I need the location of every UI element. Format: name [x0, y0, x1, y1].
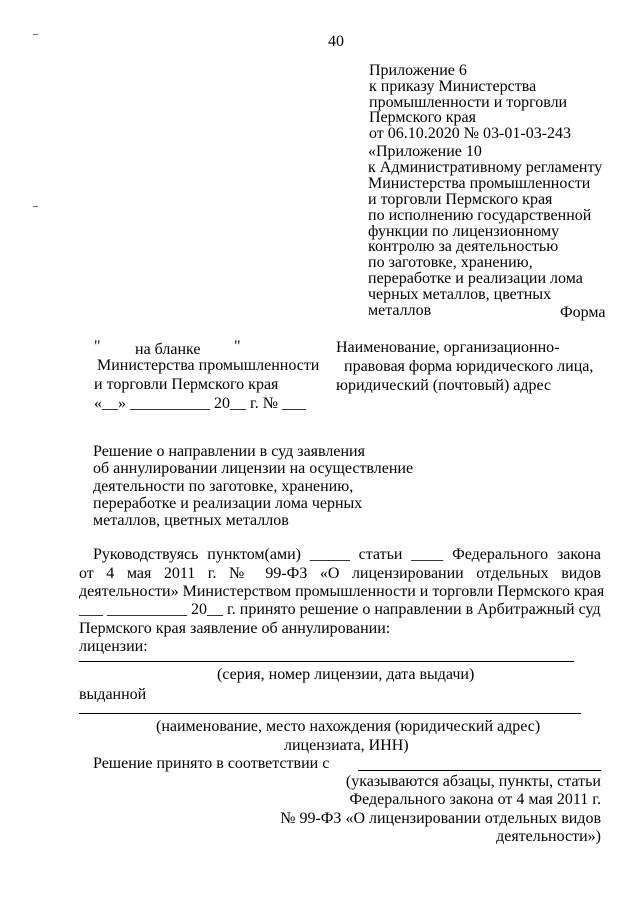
license-caption: (серия, номер лицензии, дата выдачи) — [217, 666, 475, 683]
appendix-line: Пермского края — [369, 109, 476, 127]
title-line: деятельности по заготовке, хранению, — [93, 477, 354, 495]
caption-line: деятельности») — [496, 827, 601, 845]
appendix-line: черных металлов, цветных — [368, 286, 552, 304]
ministry-line-2: и торговли Пермского края — [94, 376, 279, 393]
appendix-10-block — [368, 144, 602, 319]
appendix-line: промышленности и торговли — [369, 93, 568, 111]
scan-mark — [33, 34, 38, 35]
page-number: 40 — [328, 33, 344, 50]
appendix-line: «Приложение 10 — [368, 143, 482, 160]
appendix-line: переработке и реализации лома — [368, 270, 583, 288]
body-line: ___ __________ 20__ г. принято решение о направлении в Арбитражный суд — [79, 601, 601, 618]
appendix-line: по заготовке, хранению, — [368, 254, 533, 272]
title-line: переработке и реализации лома черных — [93, 494, 363, 512]
appendix-6-block — [369, 63, 571, 142]
licensee-caption-2: лицензиата, ИНН) — [284, 737, 409, 754]
license-label: лицензии: — [79, 638, 148, 655]
appendix-line: контролю за деятельностью — [368, 238, 559, 256]
addressee-line: правовая форма юридического лица, — [344, 358, 594, 375]
appendix-line: от 06.10.2020 № 03-01-03-243 — [369, 125, 572, 143]
issued-label: выданной — [79, 686, 147, 703]
addressee-line: Наименование, организационно- — [336, 339, 560, 356]
title-line: Решение о направлении в суд заявления — [93, 443, 365, 460]
appendix-line: Министерства промышленности — [368, 174, 591, 192]
document-title — [93, 443, 413, 529]
body-line: Пермского края заявление об аннулировании: — [79, 620, 391, 637]
caption-line: (указываются абзацы, пункты, статьи — [345, 773, 601, 790]
appendix-line: функции по лицензионному — [368, 222, 560, 240]
decision-label: Решение принято в соответствии с — [93, 755, 330, 772]
blank-label: на бланке — [135, 341, 201, 358]
decision-blank-line[interactable] — [358, 770, 601, 771]
scan-mark — [33, 206, 38, 207]
appendix-line: и торговли Пермского края — [368, 190, 553, 208]
appendix-line: металлов — [368, 302, 432, 320]
form-label: Форма — [560, 304, 606, 321]
appendix-line: Приложение 6 — [369, 62, 467, 79]
ministry-line-1: Министерства промышленности — [97, 357, 320, 374]
appendix-line: к приказу Министерства — [369, 77, 537, 95]
caption-line: № 99-ФЗ «О лицензировании отдельных видов — [280, 809, 601, 827]
caption-line: Федерального закона от 4 мая 2011 г. — [349, 791, 601, 809]
quote-open: " — [94, 338, 101, 355]
outgoing-date-number: «__» __________ 20__ г. № ___ — [94, 395, 307, 412]
appendix-line: по исполнению государственной — [368, 206, 592, 224]
license-blank-line[interactable] — [79, 661, 574, 662]
quote-close: " — [234, 338, 241, 355]
decision-caption — [280, 773, 601, 846]
body-line: деятельности» Министерством промышленности и торговли Пермского края — [79, 583, 605, 600]
title-line: об аннулировании лицензии на осуществление — [93, 460, 414, 478]
addressee-line: юридический (почтовый) адрес — [336, 377, 552, 394]
licensee-blank-line[interactable] — [79, 713, 581, 714]
title-line: металлов, цветных металлов — [93, 512, 289, 530]
appendix-line: к Административному регламенту — [368, 158, 603, 176]
body-line: Руководствуясь пунктом(ами) _____ статьи ____ Федерального закона — [93, 546, 601, 563]
licensee-caption-1: (наименование, место нахождения (юридический адрес) — [156, 718, 541, 735]
body-line: от 4 мая 2011 г. № 99-ФЗ «О лицензировании отдельных видов — [79, 565, 601, 582]
